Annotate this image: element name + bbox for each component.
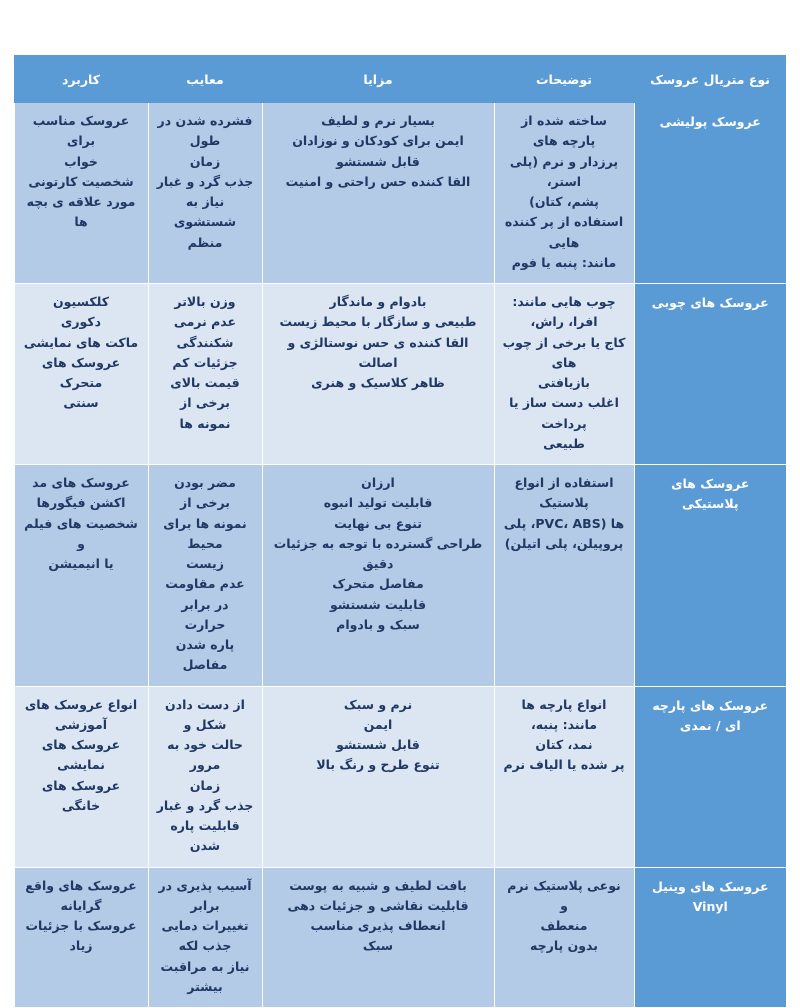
cell-line: عروسک با جزئیات xyxy=(25,918,137,933)
cell-pros xyxy=(262,867,494,1008)
cell-text xyxy=(23,876,140,957)
cell-line: طبیعی و سازگار با محیط زیست xyxy=(279,314,477,330)
cell-description xyxy=(494,686,634,867)
cell-line: عروسک های متحرک xyxy=(41,354,121,390)
cell-cons xyxy=(148,465,262,687)
cell-line: زمان xyxy=(189,777,221,793)
cell-line: جذب گرد و غبار xyxy=(156,173,254,189)
cell-line: نیاز به شستشوی xyxy=(173,194,237,230)
cell-line: حرارت xyxy=(184,616,226,632)
cell-text xyxy=(271,695,486,776)
table-row xyxy=(14,686,786,867)
cell-text xyxy=(271,292,486,393)
cell-line: سبک و بادوام xyxy=(336,616,420,632)
cell-line: جذب گرد و غبار xyxy=(156,797,254,813)
cell-material xyxy=(634,103,786,284)
cell-line: منعطف xyxy=(540,918,588,933)
cell-text xyxy=(643,696,779,737)
cell-material xyxy=(634,465,786,687)
cell-line: عروسک پولیشی xyxy=(659,114,761,129)
cell-line: آموزشی xyxy=(55,716,107,732)
cell-text xyxy=(23,695,140,817)
cell-text xyxy=(643,293,779,313)
cell-pros xyxy=(262,686,494,867)
table-body xyxy=(14,103,786,1008)
cell-line: تغییرات دمایی xyxy=(161,918,249,933)
cell-description xyxy=(494,867,634,1008)
cell-cons xyxy=(148,284,262,465)
cell-line: عدم مقاومت در برابر xyxy=(165,576,245,612)
cell-line: زیست xyxy=(186,556,224,571)
cell-line: یا انیمیشن xyxy=(48,556,114,571)
cell-line: اکشن فیگورها xyxy=(36,495,126,511)
cell-line: قیمت بالای برخی از xyxy=(170,375,240,411)
column-header-cons: معایب xyxy=(148,55,262,103)
cell-text xyxy=(271,473,486,635)
cell-line: سبک xyxy=(362,938,394,954)
cell-line: القا کننده حس راحتی و امنیت xyxy=(285,173,471,189)
cell-use xyxy=(14,465,148,687)
cell-material xyxy=(634,686,786,867)
cell-line: تنوع بی نهایت xyxy=(334,515,422,531)
cell-text xyxy=(157,111,254,253)
doll-material-table xyxy=(14,55,787,1008)
cell-line: نوعی پلاستیک نرم و xyxy=(507,877,621,913)
column-header-description: توضیحات xyxy=(494,55,634,103)
cell-line: از دست دادن شکل و xyxy=(165,696,245,732)
cell-text xyxy=(23,292,140,414)
cell-material xyxy=(634,867,786,1008)
cell-line: کاج یا برخی از چوب های xyxy=(502,334,626,370)
cell-text xyxy=(271,876,486,957)
cell-line: استفاده از انواع پلاستیک xyxy=(514,475,614,511)
cell-text xyxy=(23,111,140,233)
cell-text xyxy=(503,473,626,554)
cell-line: طبیعی xyxy=(543,435,585,451)
cell-line: انواع عروسک های xyxy=(24,696,138,712)
cell-text xyxy=(643,877,779,918)
table-row xyxy=(14,103,786,284)
table-header-row xyxy=(14,55,786,103)
cell-text xyxy=(157,695,254,857)
cell-line: عروسک های پلاستیکی xyxy=(671,476,750,512)
cell-line: بدون پارچه xyxy=(530,938,598,954)
cell-line: عروسک مناسب برای xyxy=(32,113,130,149)
cell-line: بازیافتی xyxy=(538,375,590,390)
cell-line: نمونه ها برای محیط xyxy=(163,515,247,551)
cell-material xyxy=(634,284,786,465)
cell-line: پشم، کتان) xyxy=(529,194,599,209)
cell-text xyxy=(503,876,626,957)
cell-pros xyxy=(262,284,494,465)
cell-description xyxy=(494,465,634,687)
cell-line: عروسک های نمایشی xyxy=(41,737,121,773)
cell-text xyxy=(503,111,626,273)
cell-line: نمد، کتان xyxy=(535,737,593,752)
cell-line: نمونه ها xyxy=(179,415,231,431)
cell-line: مضر بودن برخی از xyxy=(174,475,236,511)
column-header-use: کاربرد xyxy=(14,55,148,103)
cell-line: حالت خود به مرور xyxy=(167,737,243,773)
cell-line: بافت لطیف و شبیه به پوست xyxy=(289,877,467,893)
cell-line: عروسک های چوبی xyxy=(651,295,769,310)
cell-line: قابلیت نقاشی و جزئیات دهی xyxy=(287,897,469,913)
cell-line: زمان xyxy=(189,153,221,169)
cell-line: قابلیت پاره شدن xyxy=(170,818,240,854)
cell-text xyxy=(643,474,779,515)
cell-line: فشرده شدن در طول xyxy=(157,113,253,149)
table-header xyxy=(14,55,786,103)
cell-line: نیاز به مراقبت بیشتر xyxy=(160,958,250,994)
cell-line: ایمن برای کودکان و نوزادان xyxy=(292,133,464,149)
cell-text xyxy=(157,473,254,676)
cell-line: کلکسیون xyxy=(53,294,109,309)
cell-line: آسیب پذیری در برابر xyxy=(158,877,252,913)
cell-line: نرم و سبک xyxy=(343,696,413,712)
cell-text xyxy=(271,111,486,192)
cell-line: شخصیت های فیلم و xyxy=(24,515,138,551)
cell-pros xyxy=(262,103,494,284)
cell-line: طراحی گسترده با توجه به جزئیات دقیق xyxy=(273,535,483,571)
cell-line: القا کننده ی حس نوستالژی و اصالت xyxy=(287,334,469,370)
cell-line: ساخته شده از پارچه های xyxy=(521,113,607,149)
cell-line: شکنندگی xyxy=(176,334,234,350)
cell-line: بادوام و ماندگار xyxy=(329,294,427,309)
column-header-pros: مزایا xyxy=(262,55,494,103)
cell-line: چوب هایی مانند: افرا، راش، xyxy=(512,294,616,330)
cell-line: شخصیت کارتونی xyxy=(28,173,134,189)
cell-line: بسیار نرم و لطیف xyxy=(321,113,435,128)
cell-text xyxy=(503,695,626,776)
cell-line: اغلب دست ساز یا پرداخت xyxy=(509,395,619,431)
cell-line: قابلیت تولید انبوه xyxy=(323,495,433,511)
cell-line: زیاد xyxy=(69,938,93,954)
cell-line: جزئیات کم xyxy=(172,354,238,370)
cell-line: ارزان xyxy=(361,475,395,490)
cell-line: ایمن xyxy=(363,716,393,732)
cell-pros xyxy=(262,465,494,687)
table-row xyxy=(14,284,786,465)
cell-line: عروسک های وینیل Vinyl xyxy=(651,878,769,914)
cell-text xyxy=(503,292,626,454)
cell-line: قابلیت شستشو xyxy=(329,596,427,612)
cell-cons xyxy=(148,686,262,867)
cell-line: پاره شدن مفاصل xyxy=(175,637,235,673)
cell-line: عروسک های مد xyxy=(32,475,130,490)
cell-line: سنتی xyxy=(63,395,99,411)
cell-text xyxy=(643,112,779,132)
cell-line: عروسک های خانگی xyxy=(41,777,121,813)
cell-use xyxy=(14,867,148,1008)
cell-text xyxy=(157,876,254,998)
cell-line: مانند: پنبه یا فوم xyxy=(511,254,617,270)
cell-text xyxy=(157,292,254,434)
cell-use xyxy=(14,284,148,465)
table-row xyxy=(14,867,786,1008)
cell-line: ماکت های نمایشی xyxy=(23,334,139,350)
cell-line: استفاده از پر کننده هایی xyxy=(504,214,624,250)
cell-line: پر شده یا الیاف نرم xyxy=(503,757,625,773)
cell-line: مورد علاقه ی بچه ها xyxy=(26,194,136,230)
cell-line: منظم xyxy=(187,234,223,250)
cell-line: گرایانه xyxy=(60,897,102,913)
cell-line: قابل شستشو xyxy=(336,153,420,169)
cell-line: دکوری xyxy=(60,314,102,330)
cell-description xyxy=(494,103,634,284)
cell-line: پروپیلن، پلی اتیلن) xyxy=(504,535,624,551)
cell-line: ها (PVC، ABS، پلی xyxy=(503,515,625,531)
column-header-material: نوع متریال عروسک xyxy=(634,55,786,103)
cell-description xyxy=(494,284,634,465)
cell-line: تنوع طرح و رنگ بالا xyxy=(316,757,440,773)
cell-line: ظاهر کلاسیک و هنری xyxy=(311,375,445,390)
cell-line: جذب لکه xyxy=(178,938,232,954)
cell-use xyxy=(14,103,148,284)
cell-line: عروسک های واقع xyxy=(25,877,137,893)
cell-line: عدم نرمی xyxy=(173,314,237,330)
cell-use xyxy=(14,686,148,867)
cell-line: پرزدار و نرم (پلی استر، xyxy=(509,153,619,189)
cell-line: انواع پارچه ها مانند: پنبه، xyxy=(521,696,607,732)
cell-line: عروسک های پارچه ای / نمدی xyxy=(652,697,769,733)
cell-line: وزن بالاتر xyxy=(174,294,236,309)
cell-line: انعطاف پذیری مناسب xyxy=(310,918,446,933)
cell-text xyxy=(23,473,140,574)
cell-line: خواب xyxy=(64,153,98,169)
cell-line: قابل شستشو xyxy=(336,737,420,752)
cell-cons xyxy=(148,867,262,1008)
cell-line: مفاصل متحرک xyxy=(332,576,424,592)
table-row xyxy=(14,465,786,687)
cell-cons xyxy=(148,103,262,284)
